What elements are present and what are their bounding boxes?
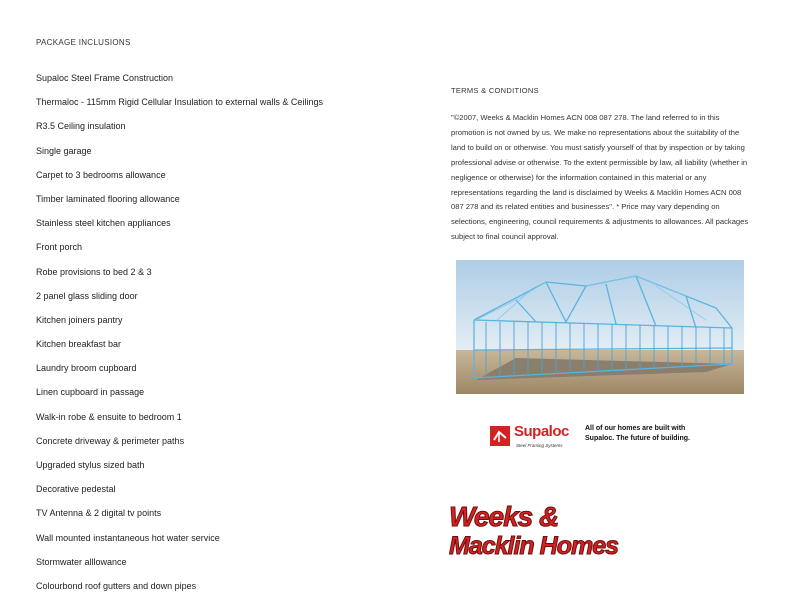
supaloc-subtitle: Steel Framing Systems bbox=[516, 443, 563, 448]
steel-frame-photo bbox=[456, 260, 744, 394]
supaloc-badge bbox=[490, 421, 700, 457]
terms-body: "©2007, Weeks & Macklin Homes ACN 008 087 278. The land referred to in this promotion is not owned by us. We make no representations about the suitability of the land to build on or otherwise. You must satisfy yourself of that by inspection or by taking professional advise or otherwise. To the extent permissible by law, all liability (whether in negligence or otherwise) for the information contained in this material or any representations regarding the land is disclaimed by Weeks & Macklin Homes ACN 008 087 278 and its related entities and businesses". * Price may vary depending on selections, engineering, council requirements & adjustments to allowances. All packages subject to final council approval. bbox=[451, 113, 749, 242]
terms-heading: TERMS & CONDITIONS bbox=[451, 86, 539, 95]
inclusion-item: Supaloc Steel Frame Construction bbox=[36, 73, 174, 83]
inclusion-item: Kitchen joiners pantry bbox=[36, 314, 123, 325]
inclusion-item: Laundry broom cupboard bbox=[36, 363, 137, 374]
inclusion-item: Walk-in robe & ensuite to bedroom 1 bbox=[36, 411, 182, 422]
brand-logo-line2: Macklin Homes bbox=[449, 532, 619, 560]
inclusion-item: Stormwater alllowance bbox=[36, 556, 127, 567]
inclusion-item: Timber laminated flooring allowance bbox=[36, 193, 180, 204]
package-inclusions-heading: PACKAGE INCLUSIONS bbox=[36, 38, 131, 47]
inclusion-item: Decorative pedestal bbox=[36, 484, 116, 495]
inclusion-item: Kitchen breakfast bar bbox=[36, 339, 122, 350]
inclusion-item: Robe provisions to bed 2 & 3 bbox=[36, 266, 152, 277]
package-inclusions-list bbox=[36, 72, 323, 604]
inclusion-item: R3.5 Ceiling insulation bbox=[36, 121, 126, 132]
brand-logo-line1: Weeks & bbox=[449, 501, 559, 532]
inclusion-item: Front porch bbox=[36, 242, 83, 253]
inclusion-item: Thermaloc - 115mm Rigid Cellular Insulation to external walls & Ceilings bbox=[36, 97, 323, 108]
inclusion-item: TV Antenna & 2 digital tv points bbox=[36, 508, 162, 519]
inclusion-item: Colourbond roof gutters and down pipes bbox=[36, 580, 197, 591]
inclusion-item: Wall mounted instantaneous hot water service bbox=[36, 532, 220, 543]
supaloc-tagline: All of our homes are built with Supaloc. The future of building. bbox=[585, 425, 690, 442]
inclusion-item: 2 panel glass sliding door bbox=[36, 290, 138, 301]
inclusion-item: Concrete driveway & perimeter paths bbox=[36, 435, 185, 446]
inclusion-item: Linen cupboard in passage bbox=[36, 387, 145, 398]
supaloc-name: Supaloc bbox=[514, 423, 569, 440]
inclusion-item: Stainless steel kitchen appliances bbox=[36, 218, 171, 229]
inclusion-item: Carpet to 3 bedrooms allowance bbox=[36, 169, 166, 180]
inclusion-item: Single garage bbox=[36, 145, 92, 156]
inclusion-item: Upgraded stylus sized bath bbox=[36, 460, 145, 470]
weeks-macklin-logo bbox=[447, 499, 647, 561]
supaloc-logo-icon bbox=[490, 426, 510, 446]
